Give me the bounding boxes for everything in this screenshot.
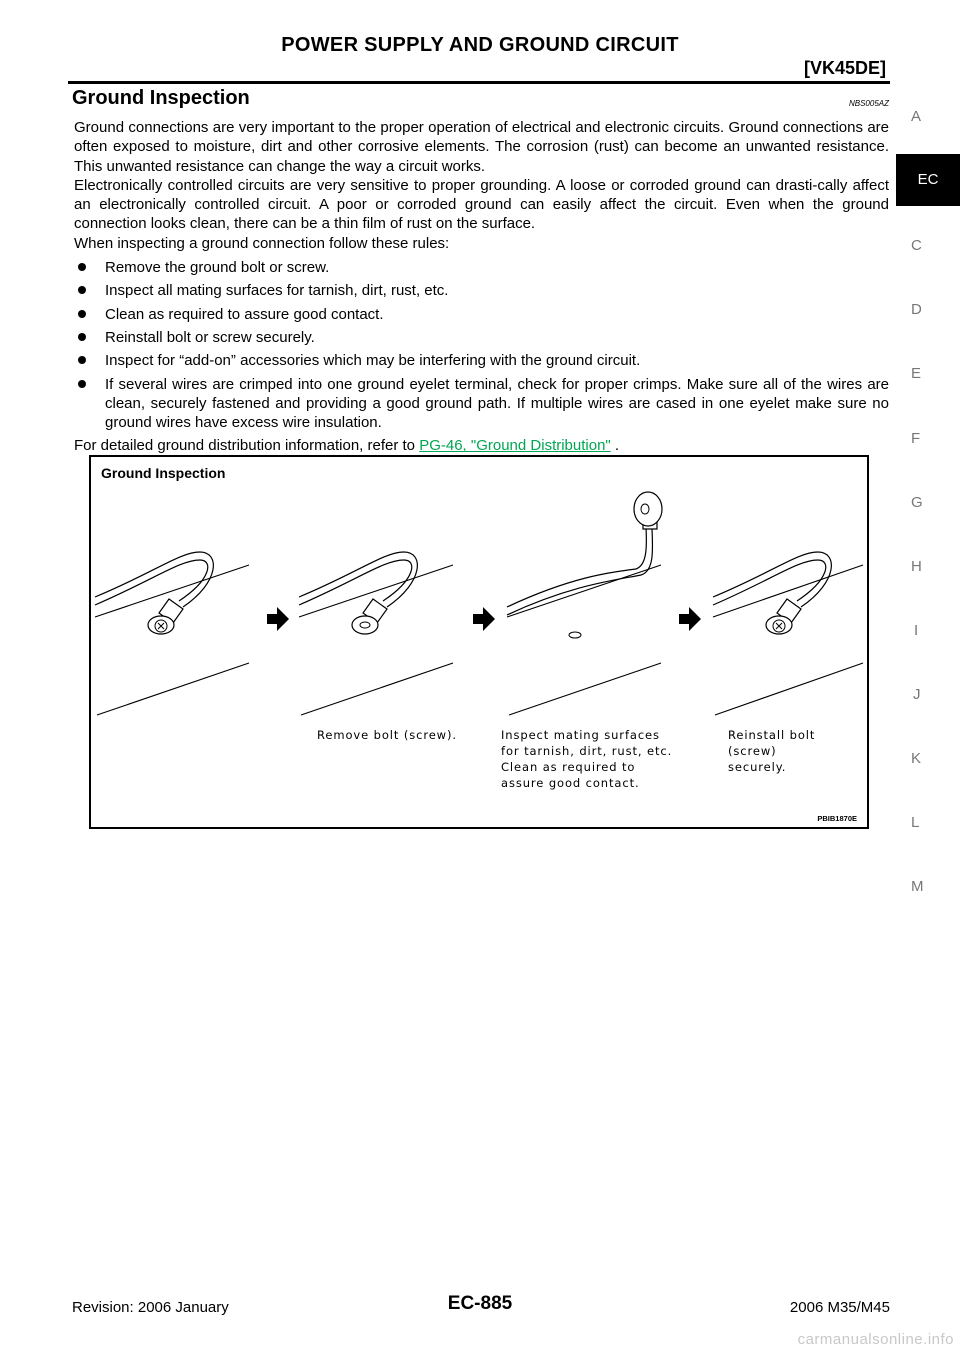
list-item: Reinstall bolt or screw securely.: [74, 328, 889, 347]
side-index-letter[interactable]: K: [911, 750, 922, 767]
watermark: carmanualsonline.info: [797, 1331, 954, 1348]
bullet-icon: [78, 263, 86, 271]
page-header-title: POWER SUPPLY AND GROUND CIRCUIT: [281, 34, 679, 56]
figure-code: PBIB1870E: [817, 814, 857, 823]
side-index-letter[interactable]: L: [911, 814, 920, 831]
side-index-letter[interactable]: D: [911, 301, 922, 318]
arrow-icon: [473, 607, 495, 631]
paragraph: Ground connections are very important to the proper operation of electrical and electronic circuits. Ground connections are often exposed to moisture, dirt and other corrosive elements. The corrosion (rust) can become an unwanted resistance. This unwanted resistance can change the way a circuit works.: [74, 119, 889, 175]
model-name: 2006 M35/M45: [789, 1299, 890, 1316]
side-index-letter[interactable]: E: [911, 365, 922, 382]
bullet-icon: [78, 356, 86, 364]
side-index-letter[interactable]: A: [911, 108, 922, 125]
side-index-active-tab[interactable]: EC: [896, 154, 960, 206]
revision-date: Revision: 2006 January: [72, 1299, 229, 1316]
figure-title: Ground Inspection: [101, 465, 226, 481]
bullet-icon: [78, 380, 86, 388]
side-index-letter[interactable]: G: [911, 494, 923, 511]
arrow-icon: [679, 607, 701, 631]
bullet-icon: [78, 333, 86, 341]
section-code: NBS005AZ: [848, 99, 889, 108]
section-title: Ground Inspection: [72, 87, 250, 109]
bullet-icon: [78, 310, 86, 318]
ground-inspection-figure: [89, 455, 869, 829]
list-item: If several wires are crimped into one ground eyelet terminal, check for proper crimps. Make sure all of the wires are clean, securely fastened and providing a good ground path. If multiple wires are cased in one eyelet make sure no ground wires have excess wire insulation.: [74, 375, 889, 433]
list-item: Inspect for “add-on” accessories which may be interfering with the ground circuit.: [74, 351, 889, 370]
caption-remove-bolt: Remove bolt (screw).: [317, 728, 457, 742]
paragraph: When inspecting a ground connection follow these rules:: [74, 234, 450, 252]
engine-code: [VK45DE]: [803, 58, 886, 78]
header-divider: [68, 81, 890, 84]
side-index-letter[interactable]: J: [913, 686, 921, 703]
step-3-eyelet-lifted: [507, 492, 662, 715]
list-item: Inspect all mating surfaces for tarnish, dirt, rust, etc.: [74, 281, 889, 300]
caption-inspect-surfaces: Inspect mating surfaces for tarnish, dirt, rust, etc. Clean as required to assure good contact.: [501, 728, 673, 790]
list-item: Clean as required to assure good contact.: [74, 305, 889, 324]
side-index-letter[interactable]: M: [911, 878, 924, 895]
caption-reinstall-bolt: Reinstall bolt (screw) securely.: [728, 728, 816, 774]
list-item: Remove the ground bolt or screw.: [74, 258, 889, 277]
step-4-bolt-reinstalled: [713, 552, 863, 715]
bullet-icon: [78, 286, 86, 294]
side-index-letter[interactable]: F: [911, 430, 921, 447]
ground-distribution-link[interactable]: PG-46, "Ground Distribution": [419, 437, 611, 455]
side-index-letter[interactable]: I: [914, 622, 919, 639]
side-index-letter[interactable]: C: [911, 237, 922, 254]
step-2-bolt-removed: [299, 552, 453, 715]
step-1-bolted-cable: [95, 552, 249, 715]
page-number: EC-885: [447, 1293, 513, 1314]
arrow-icon: [267, 607, 289, 631]
rules-list: [74, 258, 889, 432]
side-index-letter[interactable]: H: [911, 558, 922, 575]
reference-line: For detailed ground distribution information, refer to PG-46, "Ground Distribution" .: [74, 437, 620, 455]
section-body: [74, 118, 889, 456]
paragraph: Electronically controlled circuits are very sensitive to proper grounding. A loose or corroded ground can drasti-cally affect an electronically controlled circuit. A poor or corroded ground can easily affect the circuit. Even when the ground connection looks clean, there can be a thin film of rust on the surface.: [74, 176, 889, 233]
